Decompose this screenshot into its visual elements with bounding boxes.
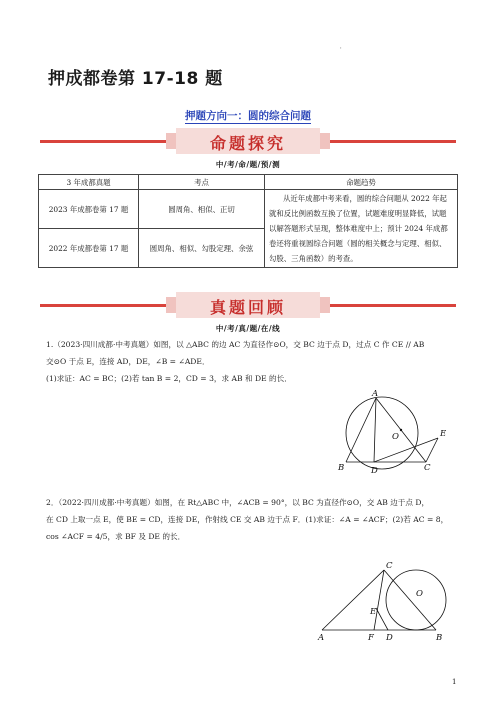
banner-box (176, 292, 320, 318)
table-cell-year: 2022 年成都卷第 17 题 (39, 229, 139, 268)
label-f: F (368, 633, 374, 642)
label-d: D (371, 466, 378, 476)
segment-de (374, 438, 438, 462)
banner-caption: 中/考/命/题/预/测 (215, 160, 281, 169)
table-row (39, 190, 458, 229)
section-subtitle[interactable] (0, 108, 496, 123)
question-2 (46, 494, 456, 545)
table-header: 考点 (139, 175, 265, 190)
banner-title: 真题回顾 (209, 298, 286, 317)
label-a: A (318, 633, 325, 642)
segment-ad (374, 398, 376, 462)
header-mark: ' (340, 47, 342, 54)
exam-analysis-table (38, 174, 458, 268)
label-c: C (386, 561, 393, 571)
document-title: 押成都卷第 17-18 题 (48, 69, 223, 89)
banner-proposition-inquiry (40, 128, 456, 154)
point-o (400, 429, 402, 431)
section-subtitle-text[interactable]: 押题方向一：圆的综合问题 (185, 110, 311, 122)
circle-o (386, 570, 446, 630)
ray-cf (374, 570, 384, 630)
banner-real-exam-review (40, 292, 456, 318)
label-o: O (392, 432, 399, 442)
figure-2-circle-triangle (312, 556, 456, 642)
table-header: 命题趋势 (265, 175, 458, 190)
segment-ac (322, 570, 384, 630)
question-1 (46, 336, 456, 387)
label-o: O (416, 589, 423, 599)
circle-o (346, 397, 418, 469)
segment-cb (384, 570, 436, 630)
question-2-line-3: cos ∠ACF = 4/5，求 BF 及 DE 的长． (46, 532, 186, 541)
question-1-line-2: 交⊙O 于点 E，连接 AD，DE，∠B = ∠ADE． (46, 357, 210, 366)
question-1-line-1: 1.（2023·四川成都·中考真题）如图，以 △ABC 的边 AC 为直径作⊙O，交 BC 边于点 D，过点 C 作 CE // AB (46, 340, 425, 349)
segment-de (376, 608, 388, 630)
label-e: E (440, 429, 447, 439)
table-header: 3 年成都真题 (39, 175, 139, 190)
question-2-line-1: 2．（2022·四川成都·中考真题）如图，在 Rt△ABC 中，∠ACB = 90°，以 BC 为直径作⊙O，交 AB 边于点 D， (46, 498, 430, 507)
label-d: D (386, 633, 393, 642)
table-cell-year: 2023 年成都卷第 17 题 (39, 190, 139, 229)
table-header-row (39, 175, 458, 190)
figure-1-circle-triangle (330, 386, 456, 480)
page-number: 1 (452, 678, 457, 686)
table-cell-point: 圆周角、相似、正切 (139, 190, 265, 229)
question-1-line-3: (1)求证：AC = BC；(2)若 tan B = 2，CD = 3，求 AB 和 DE 的长． (46, 374, 292, 383)
label-e: E (370, 607, 377, 617)
label-c: C (424, 463, 431, 473)
banner-box (176, 128, 320, 154)
label-a: A (372, 389, 379, 399)
label-b: B (436, 633, 443, 642)
segment-ab (346, 398, 376, 462)
question-2-line-2: 在 CD 上取一点 E，使 BE = CD，连接 DE，作射线 CE 交 AB 边于点 F．(1)求证：∠A = ∠ACF；(2)若 AC = 8， (46, 515, 449, 524)
banner-caption: 中/考/真/题/在/线 (215, 324, 281, 333)
table-cell-trend: 从近年成都中考来看，圆的综合问题从 2022 年起就和反比例函数互换了位置，试题难度明显降低，试题以解答题形式呈现，整体难度中上；预计 2024 年成都卷还将重视圆综合问题（圆的相关概念与定理、相似、勾股、三角函数）的考查。 (265, 190, 458, 268)
table-cell-point: 圆周角、相似、勾股定理、余弦 (139, 229, 265, 268)
label-b: B (338, 463, 345, 473)
banner-title: 命题探究 (209, 134, 286, 153)
